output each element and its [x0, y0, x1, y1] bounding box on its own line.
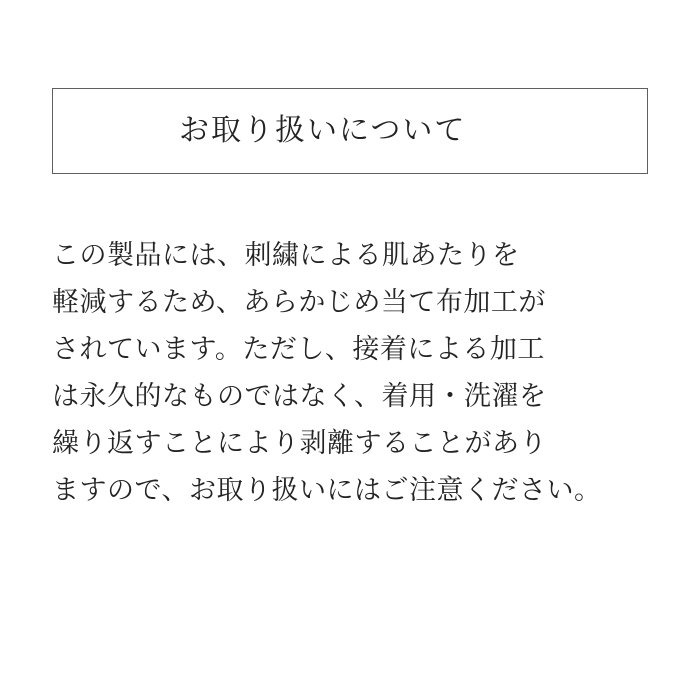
body-line: されています。ただし、接着による加工	[52, 334, 545, 364]
body-line: ますので、お取り扱いにはご注意ください。	[52, 475, 602, 505]
body-line: 繰り返すことにより剥離することがあり	[52, 428, 547, 458]
body-line: この製品には、刺繍による肌あたりを	[52, 240, 520, 270]
page-title: お取り扱いについて	[179, 114, 467, 147]
body-line: は永久的なものではなく、着用・洗濯を	[52, 381, 547, 411]
body-line: 軽減するため、あらかじめ当て布加工が	[52, 287, 546, 317]
heading-box	[52, 88, 648, 174]
body-text-block	[52, 232, 652, 514]
